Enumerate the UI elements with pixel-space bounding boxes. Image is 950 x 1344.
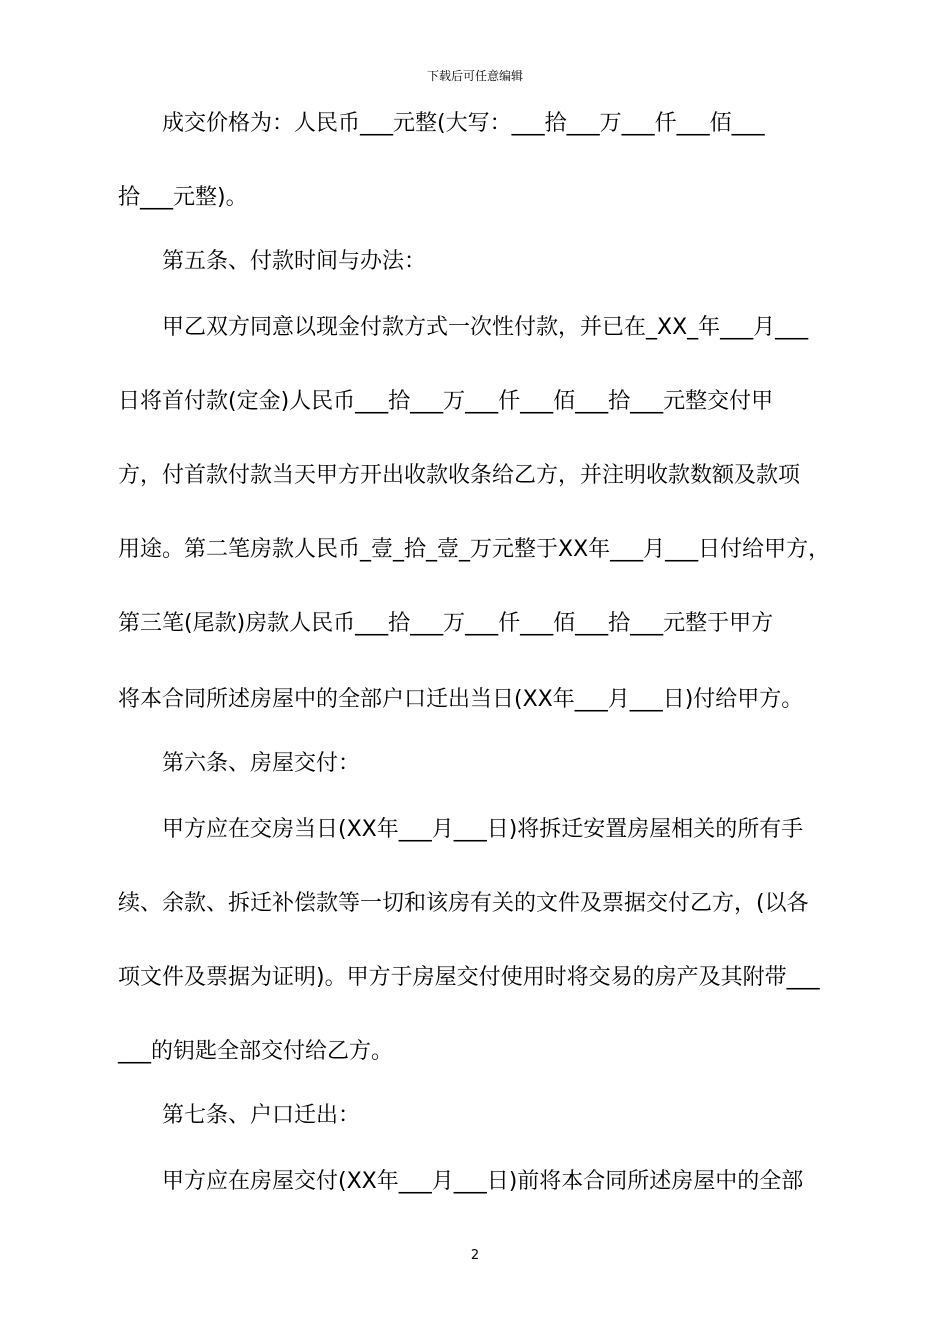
text-line: 日将首付款(定金)人民币___拾___万___仟___佰___拾___元整交付甲: [118, 389, 774, 414]
text-line: 甲方应在房屋交付(XX年___月___日)前将本合同所述房屋中的全部: [162, 1169, 804, 1194]
section-heading: 第六条、房屋交付：: [162, 751, 361, 776]
page-header: 下载后可任意编辑: [426, 69, 523, 83]
text-line: 第三笔(尾款)房款人民币___拾___万___仟___佰___拾___元整于甲方: [118, 611, 774, 636]
text-line: 用途。第二笔房款人民币_壹_拾_壹_万元整于XX年___月___日付给甲方，: [118, 537, 831, 562]
text-line: 成交价格为：人民币___元整(大写：___拾___万___仟___佰___: [162, 111, 765, 136]
text-line: 甲方应在交房当日(XX年___月___日)将拆迁安置房屋相关的所有手: [162, 817, 804, 842]
page-number: 2: [470, 1248, 480, 1263]
text-line: 将本合同所述房屋中的全部户口迁出当日(XX年___月___日)付给甲方。: [118, 687, 804, 712]
text-line: 甲乙双方同意以现金付款方式一次性付款，并已在_XX_年___月___: [162, 315, 809, 340]
section-heading: 第七条、户口迁出：: [162, 1103, 361, 1128]
text-line: 续、余款、拆迁补偿款等一切和该房有关的文件及票据交付乙方，(以各: [118, 891, 809, 916]
text-line: ___的钥匙全部交付给乙方。: [118, 1039, 394, 1064]
text-line: 拾___元整)。: [118, 185, 248, 210]
text-line: 方，付首款付款当天甲方开出收款收条给乙方，并注明收款数额及款项: [118, 463, 801, 488]
text-line: 项文件及票据为证明)。甲方于房屋交付使用时将交易的房产及其附带___: [118, 965, 820, 990]
section-heading: 第五条、付款时间与办法：: [162, 249, 427, 274]
